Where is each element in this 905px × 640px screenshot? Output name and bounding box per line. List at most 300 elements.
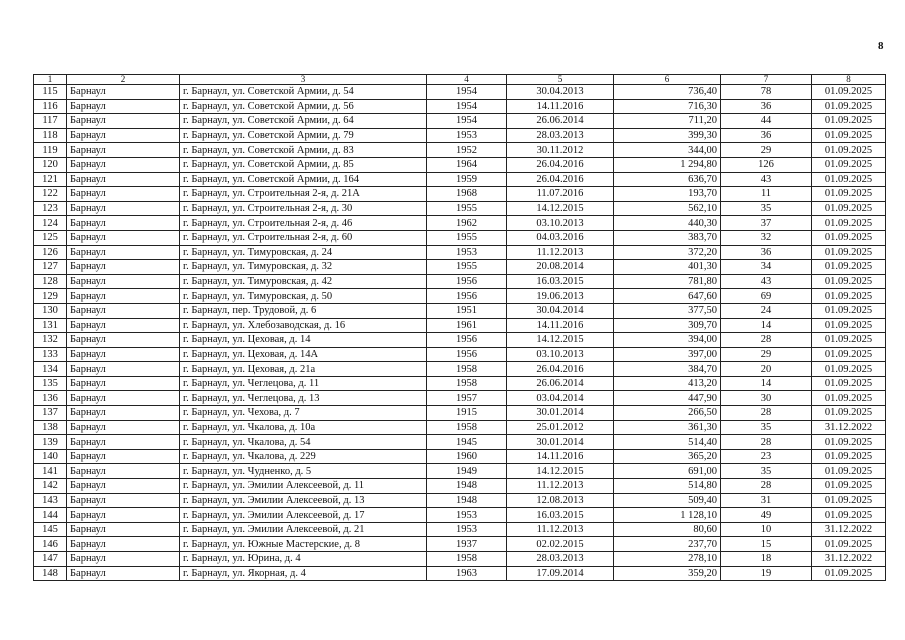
date-cell: 14.12.2015 xyxy=(507,201,614,216)
row-number: 142 xyxy=(34,479,67,494)
address-cell: г. Барнаул, ул. Юрина, д. 4 xyxy=(180,552,427,567)
count-cell: 28 xyxy=(721,479,812,494)
city-cell: Барнаул xyxy=(67,537,180,552)
table-row xyxy=(34,391,886,406)
count-cell: 36 xyxy=(721,99,812,114)
address-cell: г. Барнаул, ул. Цеховая, д. 14А xyxy=(180,347,427,362)
city-cell: Барнаул xyxy=(67,347,180,362)
deadline-cell: 01.09.2025 xyxy=(812,99,886,114)
city-cell: Барнаул xyxy=(67,566,180,581)
count-cell: 32 xyxy=(721,230,812,245)
row-number: 115 xyxy=(34,85,67,100)
date-cell: 14.11.2016 xyxy=(507,318,614,333)
area-cell: 514,80 xyxy=(614,479,721,494)
date-cell: 30.11.2012 xyxy=(507,143,614,158)
deadline-cell: 01.09.2025 xyxy=(812,216,886,231)
year-cell: 1958 xyxy=(427,552,507,567)
area-cell: 397,00 xyxy=(614,347,721,362)
area-cell: 193,70 xyxy=(614,187,721,202)
deadline-cell: 01.09.2025 xyxy=(812,289,886,304)
address-cell: г. Барнаул, ул. Строительная 2-я, д. 46 xyxy=(180,216,427,231)
area-cell: 394,00 xyxy=(614,333,721,348)
table-row xyxy=(34,362,886,377)
year-cell: 1953 xyxy=(427,245,507,260)
deadline-cell: 01.09.2025 xyxy=(812,157,886,172)
count-cell: 28 xyxy=(721,406,812,421)
year-cell: 1948 xyxy=(427,479,507,494)
date-cell: 20.08.2014 xyxy=(507,260,614,275)
address-cell: г. Барнаул, ул. Тимуровская, д. 24 xyxy=(180,245,427,260)
table-row xyxy=(34,537,886,552)
date-cell: 02.02.2015 xyxy=(507,537,614,552)
date-cell: 26.06.2014 xyxy=(507,376,614,391)
year-cell: 1964 xyxy=(427,157,507,172)
area-cell: 377,50 xyxy=(614,303,721,318)
row-number: 146 xyxy=(34,537,67,552)
year-cell: 1968 xyxy=(427,187,507,202)
deadline-cell: 01.09.2025 xyxy=(812,318,886,333)
deadline-cell: 01.09.2025 xyxy=(812,493,886,508)
date-cell: 03.10.2013 xyxy=(507,216,614,231)
housing-table xyxy=(33,74,886,581)
date-cell: 11.12.2013 xyxy=(507,245,614,260)
column-header: 8 xyxy=(812,75,886,85)
address-cell: г. Барнаул, ул. Чкалова, д. 10а xyxy=(180,420,427,435)
area-cell: 440,30 xyxy=(614,216,721,231)
address-cell: г. Барнаул, ул. Чехова, д. 7 xyxy=(180,406,427,421)
row-number: 147 xyxy=(34,552,67,567)
city-cell: Барнаул xyxy=(67,522,180,537)
row-number: 122 xyxy=(34,187,67,202)
area-cell: 514,40 xyxy=(614,435,721,450)
city-cell: Барнаул xyxy=(67,464,180,479)
deadline-cell: 01.09.2025 xyxy=(812,260,886,275)
year-cell: 1915 xyxy=(427,406,507,421)
count-cell: 10 xyxy=(721,522,812,537)
count-cell: 30 xyxy=(721,391,812,406)
deadline-cell: 01.09.2025 xyxy=(812,230,886,245)
row-number: 132 xyxy=(34,333,67,348)
area-cell: 384,70 xyxy=(614,362,721,377)
year-cell: 1955 xyxy=(427,201,507,216)
address-cell: г. Барнаул, ул. Советской Армии, д. 164 xyxy=(180,172,427,187)
table-row xyxy=(34,435,886,450)
address-cell: г. Барнаул, ул. Строительная 2-я, д. 30 xyxy=(180,201,427,216)
count-cell: 43 xyxy=(721,172,812,187)
date-cell: 30.01.2014 xyxy=(507,435,614,450)
count-cell: 29 xyxy=(721,143,812,158)
year-cell: 1954 xyxy=(427,85,507,100)
city-cell: Барнаул xyxy=(67,362,180,377)
address-cell: г. Барнаул, ул. Эмилии Алексеевой, д. 13 xyxy=(180,493,427,508)
area-cell: 1 128,10 xyxy=(614,508,721,523)
date-cell: 14.12.2015 xyxy=(507,333,614,348)
area-cell: 309,70 xyxy=(614,318,721,333)
date-cell: 30.04.2013 xyxy=(507,85,614,100)
date-cell: 03.04.2014 xyxy=(507,391,614,406)
city-cell: Барнаул xyxy=(67,187,180,202)
table-row xyxy=(34,187,886,202)
city-cell: Барнаул xyxy=(67,406,180,421)
table-row xyxy=(34,449,886,464)
row-number: 137 xyxy=(34,406,67,421)
area-cell: 781,80 xyxy=(614,274,721,289)
date-cell: 25.01.2012 xyxy=(507,420,614,435)
deadline-cell: 01.09.2025 xyxy=(812,537,886,552)
count-cell: 23 xyxy=(721,449,812,464)
count-cell: 14 xyxy=(721,318,812,333)
year-cell: 1954 xyxy=(427,114,507,129)
table-row xyxy=(34,479,886,494)
area-cell: 365,20 xyxy=(614,449,721,464)
year-cell: 1945 xyxy=(427,435,507,450)
table-row xyxy=(34,508,886,523)
year-cell: 1957 xyxy=(427,391,507,406)
area-cell: 401,30 xyxy=(614,260,721,275)
count-cell: 35 xyxy=(721,420,812,435)
table-row xyxy=(34,230,886,245)
address-cell: г. Барнаул, ул. Цеховая, д. 14 xyxy=(180,333,427,348)
year-cell: 1956 xyxy=(427,347,507,362)
year-cell: 1959 xyxy=(427,172,507,187)
table-row xyxy=(34,260,886,275)
address-cell: г. Барнаул, ул. Эмилии Алексеевой, д. 17 xyxy=(180,508,427,523)
year-cell: 1949 xyxy=(427,464,507,479)
area-cell: 359,20 xyxy=(614,566,721,581)
table-row xyxy=(34,201,886,216)
year-cell: 1955 xyxy=(427,230,507,245)
row-number: 148 xyxy=(34,566,67,581)
address-cell: г. Барнаул, ул. Эмилии Алексеевой, д. 21 xyxy=(180,522,427,537)
column-header: 1 xyxy=(34,75,67,85)
row-number: 145 xyxy=(34,522,67,537)
address-cell: г. Барнаул, ул. Чкалова, д. 54 xyxy=(180,435,427,450)
date-cell: 19.06.2013 xyxy=(507,289,614,304)
date-cell: 14.11.2016 xyxy=(507,99,614,114)
area-cell: 413,20 xyxy=(614,376,721,391)
table-row xyxy=(34,552,886,567)
date-cell: 30.01.2014 xyxy=(507,406,614,421)
area-cell: 716,30 xyxy=(614,99,721,114)
count-cell: 28 xyxy=(721,435,812,450)
area-cell: 509,40 xyxy=(614,493,721,508)
city-cell: Барнаул xyxy=(67,449,180,464)
address-cell: г. Барнаул, ул. Тимуровская, д. 50 xyxy=(180,289,427,304)
city-cell: Барнаул xyxy=(67,493,180,508)
address-cell: г. Барнаул, ул. Советской Армии, д. 54 xyxy=(180,85,427,100)
deadline-cell: 01.09.2025 xyxy=(812,114,886,129)
area-cell: 562,10 xyxy=(614,201,721,216)
date-cell: 16.03.2015 xyxy=(507,508,614,523)
address-cell: г. Барнаул, ул. Строительная 2-я, д. 60 xyxy=(180,230,427,245)
year-cell: 1960 xyxy=(427,449,507,464)
deadline-cell: 31.12.2022 xyxy=(812,552,886,567)
table-row xyxy=(34,99,886,114)
area-cell: 636,70 xyxy=(614,172,721,187)
year-cell: 1937 xyxy=(427,537,507,552)
row-number: 118 xyxy=(34,128,67,143)
date-cell: 04.03.2016 xyxy=(507,230,614,245)
table-row xyxy=(34,274,886,289)
city-cell: Барнаул xyxy=(67,303,180,318)
area-cell: 399,30 xyxy=(614,128,721,143)
date-cell: 14.11.2016 xyxy=(507,449,614,464)
deadline-cell: 01.09.2025 xyxy=(812,333,886,348)
deadline-cell: 01.09.2025 xyxy=(812,245,886,260)
column-header: 7 xyxy=(721,75,812,85)
row-number: 125 xyxy=(34,230,67,245)
city-cell: Барнаул xyxy=(67,260,180,275)
year-cell: 1958 xyxy=(427,362,507,377)
deadline-cell: 01.09.2025 xyxy=(812,187,886,202)
table-row xyxy=(34,406,886,421)
area-cell: 1 294,80 xyxy=(614,157,721,172)
table-row xyxy=(34,143,886,158)
row-number: 119 xyxy=(34,143,67,158)
row-number: 126 xyxy=(34,245,67,260)
deadline-cell: 01.09.2025 xyxy=(812,508,886,523)
row-number: 121 xyxy=(34,172,67,187)
year-cell: 1956 xyxy=(427,274,507,289)
row-number: 127 xyxy=(34,260,67,275)
row-number: 131 xyxy=(34,318,67,333)
address-cell: г. Барнаул, ул. Чудненко, д. 5 xyxy=(180,464,427,479)
table-header-row xyxy=(34,75,886,85)
address-cell: г. Барнаул, ул. Советской Армии, д. 64 xyxy=(180,114,427,129)
count-cell: 15 xyxy=(721,537,812,552)
deadline-cell: 01.09.2025 xyxy=(812,406,886,421)
address-cell: г. Барнаул, ул. Тимуровская, д. 42 xyxy=(180,274,427,289)
city-cell: Барнаул xyxy=(67,99,180,114)
city-cell: Барнаул xyxy=(67,479,180,494)
table-row xyxy=(34,318,886,333)
city-cell: Барнаул xyxy=(67,376,180,391)
deadline-cell: 01.09.2025 xyxy=(812,143,886,158)
page-number: 8 xyxy=(878,40,884,52)
year-cell: 1948 xyxy=(427,493,507,508)
city-cell: Барнаул xyxy=(67,128,180,143)
address-cell: г. Барнаул, пер. Трудовой, д. 6 xyxy=(180,303,427,318)
count-cell: 36 xyxy=(721,128,812,143)
deadline-cell: 01.09.2025 xyxy=(812,128,886,143)
deadline-cell: 01.09.2025 xyxy=(812,464,886,479)
count-cell: 31 xyxy=(721,493,812,508)
address-cell: г. Барнаул, ул. Чеглецова, д. 13 xyxy=(180,391,427,406)
city-cell: Барнаул xyxy=(67,289,180,304)
row-number: 140 xyxy=(34,449,67,464)
city-cell: Барнаул xyxy=(67,157,180,172)
area-cell: 278,10 xyxy=(614,552,721,567)
year-cell: 1958 xyxy=(427,420,507,435)
date-cell: 26.06.2014 xyxy=(507,114,614,129)
area-cell: 383,70 xyxy=(614,230,721,245)
table-row xyxy=(34,172,886,187)
address-cell: г. Барнаул, ул. Якорная, д. 4 xyxy=(180,566,427,581)
year-cell: 1962 xyxy=(427,216,507,231)
address-cell: г. Барнаул, ул. Строительная 2-я, д. 21А xyxy=(180,187,427,202)
table-row xyxy=(34,522,886,537)
address-cell: г. Барнаул, ул. Советской Армии, д. 56 xyxy=(180,99,427,114)
city-cell: Барнаул xyxy=(67,508,180,523)
year-cell: 1952 xyxy=(427,143,507,158)
table-row xyxy=(34,420,886,435)
column-header: 5 xyxy=(507,75,614,85)
table-row xyxy=(34,216,886,231)
count-cell: 69 xyxy=(721,289,812,304)
column-header: 4 xyxy=(427,75,507,85)
count-cell: 78 xyxy=(721,85,812,100)
address-cell: г. Барнаул, ул. Эмилии Алексеевой, д. 11 xyxy=(180,479,427,494)
city-cell: Барнаул xyxy=(67,216,180,231)
area-cell: 736,40 xyxy=(614,85,721,100)
deadline-cell: 01.09.2025 xyxy=(812,274,886,289)
deadline-cell: 01.09.2025 xyxy=(812,391,886,406)
count-cell: 18 xyxy=(721,552,812,567)
count-cell: 36 xyxy=(721,245,812,260)
row-number: 124 xyxy=(34,216,67,231)
count-cell: 28 xyxy=(721,333,812,348)
city-cell: Барнаул xyxy=(67,245,180,260)
year-cell: 1963 xyxy=(427,566,507,581)
table-row xyxy=(34,85,886,100)
address-cell: г. Барнаул, ул. Чеглецова, д. 11 xyxy=(180,376,427,391)
area-cell: 266,50 xyxy=(614,406,721,421)
row-number: 123 xyxy=(34,201,67,216)
count-cell: 11 xyxy=(721,187,812,202)
area-cell: 691,00 xyxy=(614,464,721,479)
deadline-cell: 01.09.2025 xyxy=(812,449,886,464)
table-row xyxy=(34,289,886,304)
address-cell: г. Барнаул, ул. Цеховая, д. 21а xyxy=(180,362,427,377)
year-cell: 1956 xyxy=(427,289,507,304)
count-cell: 35 xyxy=(721,464,812,479)
city-cell: Барнаул xyxy=(67,552,180,567)
row-number: 141 xyxy=(34,464,67,479)
area-cell: 647,60 xyxy=(614,289,721,304)
column-header: 3 xyxy=(180,75,427,85)
deadline-cell: 01.09.2025 xyxy=(812,362,886,377)
table-row xyxy=(34,114,886,129)
row-number: 143 xyxy=(34,493,67,508)
date-cell: 28.03.2013 xyxy=(507,552,614,567)
count-cell: 14 xyxy=(721,376,812,391)
area-cell: 80,60 xyxy=(614,522,721,537)
row-number: 139 xyxy=(34,435,67,450)
count-cell: 35 xyxy=(721,201,812,216)
deadline-cell: 01.09.2025 xyxy=(812,303,886,318)
date-cell: 11.12.2013 xyxy=(507,479,614,494)
column-header: 2 xyxy=(67,75,180,85)
deadline-cell: 31.12.2022 xyxy=(812,522,886,537)
date-cell: 17.09.2014 xyxy=(507,566,614,581)
year-cell: 1954 xyxy=(427,99,507,114)
deadline-cell: 31.12.2022 xyxy=(812,420,886,435)
table-body xyxy=(34,85,886,581)
count-cell: 20 xyxy=(721,362,812,377)
table-row xyxy=(34,157,886,172)
count-cell: 24 xyxy=(721,303,812,318)
address-cell: г. Барнаул, ул. Советской Армии, д. 83 xyxy=(180,143,427,158)
address-cell: г. Барнаул, ул. Южные Мастерские, д. 8 xyxy=(180,537,427,552)
row-number: 120 xyxy=(34,157,67,172)
area-cell: 447,90 xyxy=(614,391,721,406)
row-number: 134 xyxy=(34,362,67,377)
date-cell: 28.03.2013 xyxy=(507,128,614,143)
table-row xyxy=(34,566,886,581)
row-number: 136 xyxy=(34,391,67,406)
deadline-cell: 01.09.2025 xyxy=(812,376,886,391)
city-cell: Барнаул xyxy=(67,435,180,450)
address-cell: г. Барнаул, ул. Советской Армии, д. 85 xyxy=(180,157,427,172)
deadline-cell: 01.09.2025 xyxy=(812,479,886,494)
address-cell: г. Барнаул, ул. Чкалова, д. 229 xyxy=(180,449,427,464)
date-cell: 26.04.2016 xyxy=(507,362,614,377)
year-cell: 1956 xyxy=(427,333,507,348)
city-cell: Барнаул xyxy=(67,230,180,245)
table-row xyxy=(34,493,886,508)
year-cell: 1955 xyxy=(427,260,507,275)
deadline-cell: 01.09.2025 xyxy=(812,172,886,187)
year-cell: 1953 xyxy=(427,508,507,523)
row-number: 135 xyxy=(34,376,67,391)
row-number: 116 xyxy=(34,99,67,114)
city-cell: Барнаул xyxy=(67,391,180,406)
date-cell: 11.12.2013 xyxy=(507,522,614,537)
address-cell: г. Барнаул, ул. Хлебозаводская, д. 16 xyxy=(180,318,427,333)
row-number: 129 xyxy=(34,289,67,304)
row-number: 133 xyxy=(34,347,67,362)
count-cell: 126 xyxy=(721,157,812,172)
table-row xyxy=(34,376,886,391)
row-number: 117 xyxy=(34,114,67,129)
date-cell: 11.07.2016 xyxy=(507,187,614,202)
date-cell: 30.04.2014 xyxy=(507,303,614,318)
city-cell: Барнаул xyxy=(67,143,180,158)
area-cell: 344,00 xyxy=(614,143,721,158)
count-cell: 44 xyxy=(721,114,812,129)
address-cell: г. Барнаул, ул. Тимуровская, д. 32 xyxy=(180,260,427,275)
count-cell: 19 xyxy=(721,566,812,581)
date-cell: 14.12.2015 xyxy=(507,464,614,479)
row-number: 128 xyxy=(34,274,67,289)
address-cell: г. Барнаул, ул. Советской Армии, д. 79 xyxy=(180,128,427,143)
count-cell: 37 xyxy=(721,216,812,231)
city-cell: Барнаул xyxy=(67,114,180,129)
area-cell: 711,20 xyxy=(614,114,721,129)
deadline-cell: 01.09.2025 xyxy=(812,85,886,100)
city-cell: Барнаул xyxy=(67,420,180,435)
year-cell: 1961 xyxy=(427,318,507,333)
table-row xyxy=(34,303,886,318)
date-cell: 26.04.2016 xyxy=(507,157,614,172)
year-cell: 1953 xyxy=(427,522,507,537)
city-cell: Барнаул xyxy=(67,318,180,333)
year-cell: 1951 xyxy=(427,303,507,318)
table-row xyxy=(34,333,886,348)
deadline-cell: 01.09.2025 xyxy=(812,347,886,362)
area-cell: 361,30 xyxy=(614,420,721,435)
row-number: 138 xyxy=(34,420,67,435)
table-row xyxy=(34,245,886,260)
area-cell: 372,20 xyxy=(614,245,721,260)
table-row xyxy=(34,347,886,362)
count-cell: 43 xyxy=(721,274,812,289)
deadline-cell: 01.09.2025 xyxy=(812,201,886,216)
area-cell: 237,70 xyxy=(614,537,721,552)
row-number: 144 xyxy=(34,508,67,523)
city-cell: Барнаул xyxy=(67,201,180,216)
deadline-cell: 01.09.2025 xyxy=(812,566,886,581)
